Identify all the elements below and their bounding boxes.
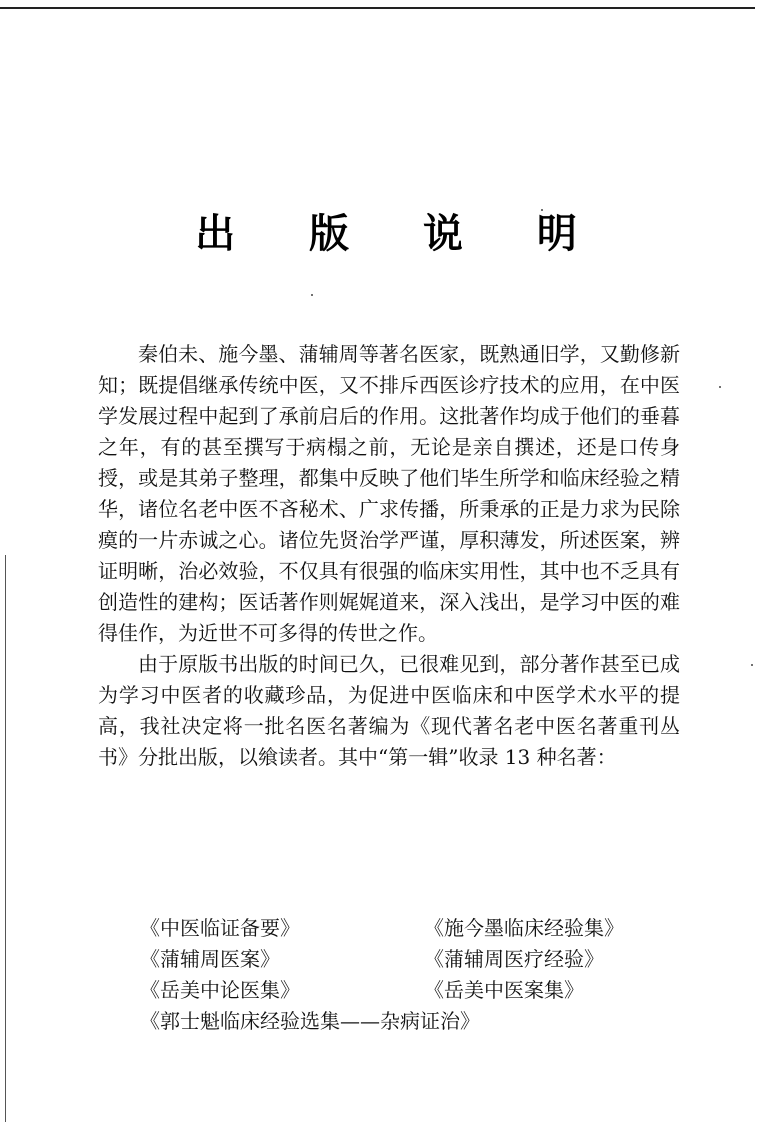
paragraph-2: 由于原版书出版的时间已久，已很难见到，部分著作甚至已成为学习中医者的收藏珍品，为促进中医临床和中医学术水平的提高，我社决定将一批名医名著编为《现代著名老中医名著重刊丛书》分批出版，以飨读者。其中“第一辑”收录 13 种名著： — [98, 652, 680, 769]
book-title: 《蒲辅周医案》 — [140, 947, 280, 971]
book-list — [140, 913, 680, 1037]
scan-speck — [311, 294, 313, 296]
scan-speck — [751, 664, 753, 666]
body-text — [98, 339, 680, 773]
book-title: 《岳美中医案集》 — [424, 978, 584, 1002]
book-row — [140, 1006, 680, 1037]
left-margin-line — [5, 555, 6, 1122]
book-row — [140, 944, 680, 975]
paragraph-1: 秦伯未、施今墨、蒲辅周等著名医家，既熟通旧学，又勤修新知；既提倡继承传统中医，又不排斥西医诊疗技术的应用，在中医学发展过程中起到了承前启后的作用。这批著作均成于他们的垂暮之年，有的甚至撰写于病榻之前，无论是亲自撰述，还是口传身授，或是其弟子整理，都集中反映了他们毕生所学和临床经验之精华，诸位名老中医不吝秘术、广求传播，所秉承的正是力求为民除瘼的一片赤诚之心。诸位先贤治学严谨，厚积薄发，所述医案，辨证明晰，治必效验，不仅具有很强的临床实用性，其中也不乏具有创造性的建构；医话著作则娓娓道来，深入浅出，是学习中医的难得佳作，为近世不可多得的传世之作。 — [98, 342, 680, 645]
book-title: 《中医临证备要》 — [140, 916, 300, 940]
book-row — [140, 913, 680, 944]
book-title: 《郭士魁临床经验选集——杂病证治》 — [140, 1009, 480, 1033]
page-title: 出 版 说 明 — [195, 211, 607, 257]
book-title: 《蒲辅周医疗经验》 — [424, 947, 604, 971]
book-title: 《施今墨临床经验集》 — [424, 916, 624, 940]
scan-speck — [719, 386, 721, 388]
book-row — [140, 975, 680, 1006]
book-title: 《岳美中论医集》 — [140, 978, 300, 1002]
top-border-line — [0, 7, 755, 9]
